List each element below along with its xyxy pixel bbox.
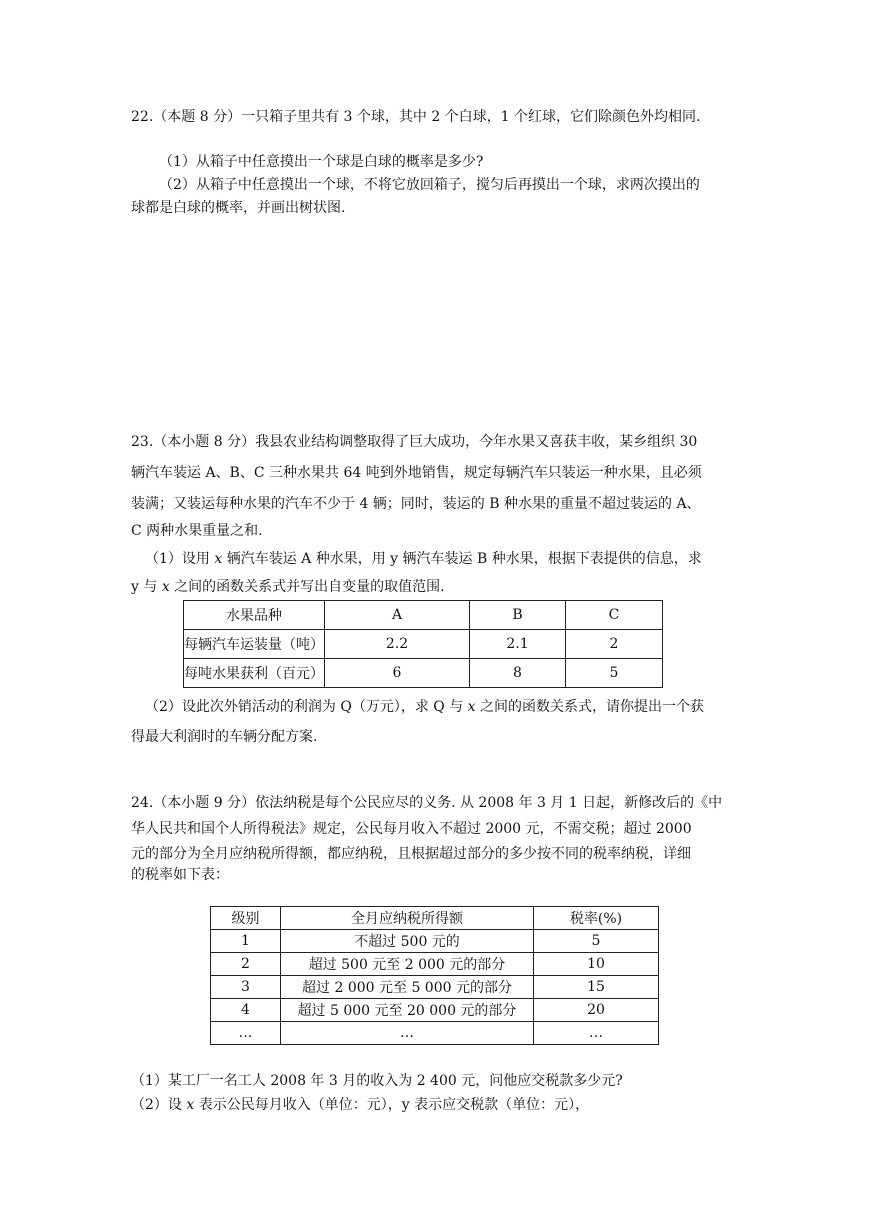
table-row: [184, 601, 663, 630]
q23-part1-line2: y 与 x 之间的函数关系式并写出自变量的取值范围.: [131, 579, 445, 595]
table-row: [211, 930, 659, 953]
table-cell: 8: [470, 659, 566, 688]
table-cell: 2: [566, 630, 663, 659]
table-cell: 10: [534, 953, 659, 976]
table-header-cell: 水果品种: [184, 601, 325, 630]
q22-part1: （1）从箱子中任意摸出一个球是白球的概率是多少?: [159, 154, 484, 170]
table-row: [211, 953, 659, 976]
table-cell: …: [534, 1022, 659, 1045]
table-cell: 5: [534, 930, 659, 953]
table-cell: 每辆汽车运装量（吨）: [184, 630, 325, 659]
q23-part1-line1: （1）设用 x 辆汽车装运 A 种水果，用 y 辆汽车装运 B 种水果，根据下表提供的信息，求: [145, 551, 702, 567]
table-header-cell: 级别: [211, 907, 281, 930]
table-cell: 超过 2 000 元至 5 000 元的部分: [281, 976, 534, 999]
q24-stem-line3: 元的部分为全月应纳税所得额，都应纳税，且根据超过部分的多少按不同的税率纳税，详细: [131, 846, 691, 862]
variable-x: x: [161, 579, 170, 595]
q22-stem: 22.（本题 8 分）一只箱子里共有 3 个球，其中 2 个白球，1 个红球，它们除颜色外均相同.: [131, 109, 701, 125]
q24-stem-line1: 24.（本小题 9 分）依法纳税是每个公民应尽的义务. 从 2008 年 3 月 1 日起，新修改后的《中: [131, 795, 723, 811]
q22-part2-line1: （2）从箱子中任意摸出一个球，不将它放回箱子，搅匀后再摸出一个球，求两次摸出的: [159, 177, 700, 193]
table-cell: 4: [211, 999, 281, 1022]
table-header-cell: C: [566, 601, 663, 630]
table-header-cell: 税率(%): [534, 907, 659, 930]
table-cell: 2.1: [470, 630, 566, 659]
variable-x: x: [214, 551, 223, 567]
tax-rate-table: [210, 906, 659, 1045]
q24-part1: （1）某工厂一名工人 2008 年 3 月的收入为 2 400 元，问他应交税款多少元?: [131, 1073, 623, 1089]
table-header-cell: B: [470, 601, 566, 630]
table-cell: …: [281, 1022, 534, 1045]
table-row: [211, 907, 659, 930]
table-row: [184, 659, 663, 688]
table-row: [211, 999, 659, 1022]
table-cell: 2.2: [325, 630, 470, 659]
table-cell: 20: [534, 999, 659, 1022]
variable-x: x: [467, 699, 476, 715]
variable-x: x: [186, 1097, 195, 1113]
table-cell: 15: [534, 976, 659, 999]
table-cell: 不超过 500 元的: [281, 930, 534, 953]
q23-stem-line4: C 两种水果重量之和.: [131, 523, 263, 539]
q23-stem-line1: 23.（本小题 8 分）我县农业结构调整取得了巨大成功，今年水果又喜获丰收，某乡组织 30: [131, 434, 698, 450]
q23-stem-line2: 辆汽车装运 A、B、C 三种水果共 64 吨到外地销售，规定每辆汽车只装运一种水果，且必须: [131, 465, 702, 481]
table-header-cell: 全月应纳税所得额: [281, 907, 534, 930]
q22-part2-line2: 球都是白球的概率，并画出树状图.: [131, 200, 346, 216]
table-cell: 超过 5 000 元至 20 000 元的部分: [281, 999, 534, 1022]
table-cell: 1: [211, 930, 281, 953]
q23-part2-line1: （2）设此次外销活动的利润为 Q（万元），求 Q 与 x 之间的函数关系式，请你提出一个获: [145, 699, 705, 715]
table-row: [211, 1022, 659, 1045]
table-cell: …: [211, 1022, 281, 1045]
table-row: [211, 976, 659, 999]
q24-stem-line2: 华人民共和国个人所得税法》规定，公民每月收入不超过 2000 元，不需交税；超过 2000: [131, 821, 692, 837]
table-cell: 6: [325, 659, 470, 688]
table-cell: 3: [211, 976, 281, 999]
q23-part2-line2: 得最大利润时的车辆分配方案.: [131, 729, 318, 745]
table-cell: 5: [566, 659, 663, 688]
table-row: [184, 630, 663, 659]
table-header-cell: A: [325, 601, 470, 630]
table-cell: 2: [211, 953, 281, 976]
fruit-table: [183, 600, 663, 688]
q24-part2: （2）设 x 表示公民每月收入（单位：元），y 表示应交税款（单位：元），: [131, 1097, 590, 1113]
table-cell: 超过 500 元至 2 000 元的部分: [281, 953, 534, 976]
q24-stem-line4: 的税率如下表：: [131, 867, 229, 883]
table-cell: 每吨水果获利（百元）: [184, 659, 325, 688]
q23-stem-line3: 装满；又装运每种水果的汽车不少于 4 辆；同时，装运的 B 种水果的重量不超过装运的 A、: [131, 496, 701, 512]
